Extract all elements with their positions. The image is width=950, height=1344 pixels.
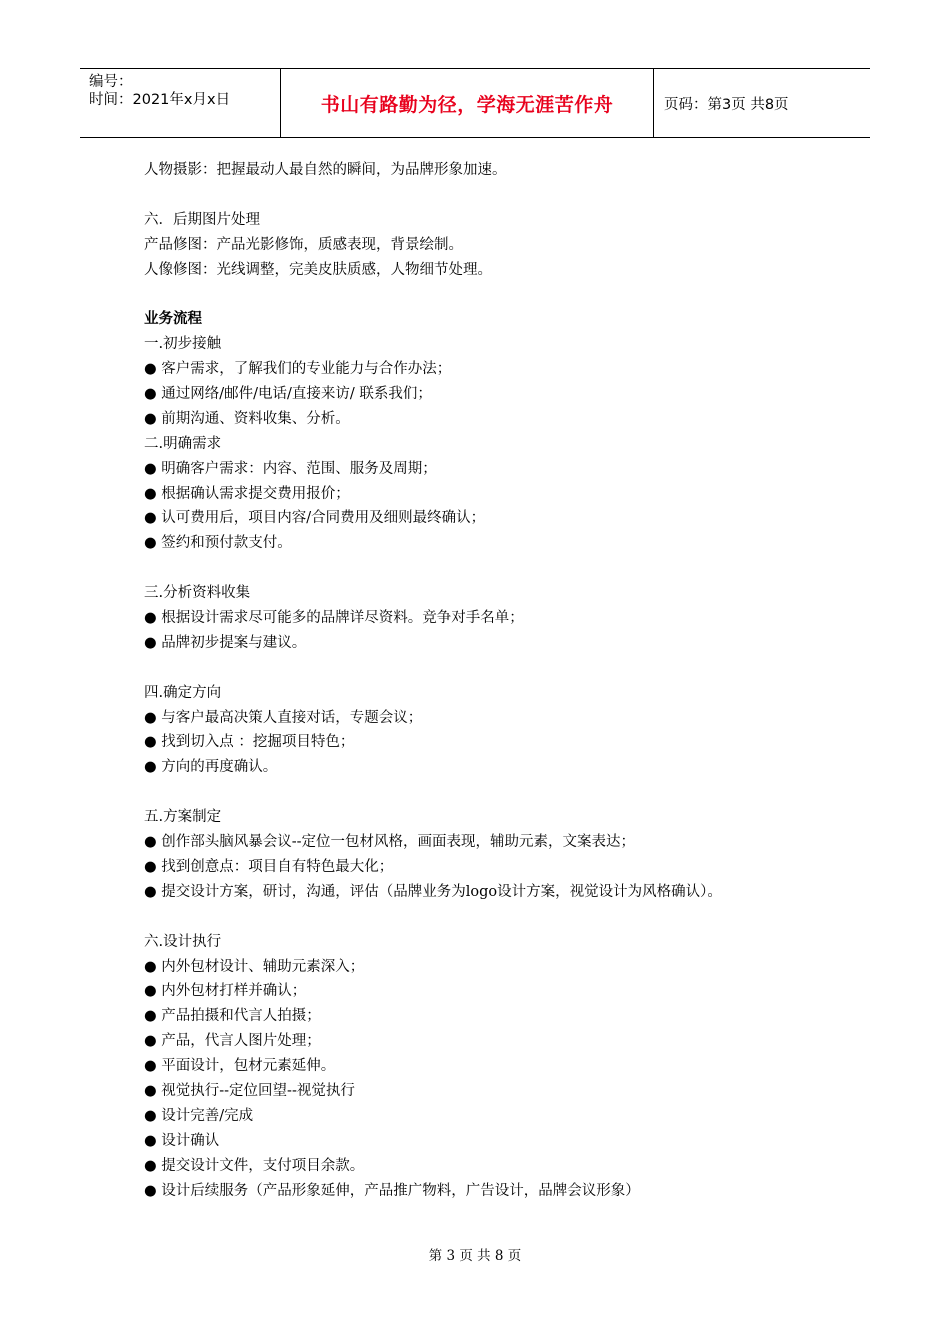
header-motto-cell: [281, 69, 654, 137]
bullet-item: ● 方向的再度确认。: [144, 759, 278, 776]
bullet-item: ● 内外包材打样并确认；: [144, 983, 307, 1000]
step-heading: 一.初步接触: [144, 336, 222, 353]
bullet-item: ● 通过网络/邮件/电话/直接来访/ 联系我们；: [144, 386, 432, 403]
page-footer: 第 3 页 共 8 页: [428, 1248, 522, 1264]
paragraph-line: 人像修图：光线调整，完美皮肤质感，人物细节处理。: [144, 261, 492, 278]
bullet-item: ● 创作部头脑风暴会议--定位一包材风格，画面表现，辅助元素，文案表达；: [144, 834, 636, 851]
bullet-item: ● 平面设计，包材元素延伸。: [144, 1058, 336, 1075]
step-heading: 四.确定方向: [144, 684, 222, 701]
step-heading: 五.方案制定: [144, 809, 222, 826]
blank-line: [144, 905, 844, 930]
bullet-item: ● 提交设计方案，研讨，沟通，评估（品牌业务为logo设计方案，视觉设计为风格确认）。: [144, 883, 722, 900]
bullet-item: ● 品牌初步提案与建议。: [144, 634, 307, 651]
header-page-cell: [654, 69, 870, 137]
bullet-item: ● 设计完善/完成: [144, 1107, 254, 1124]
blank-line: [144, 282, 844, 307]
bullet-item: ● 找到切入点 ：挖掘项目特色；: [144, 734, 355, 751]
step-heading: 六．后期图片处理: [144, 211, 260, 228]
paragraph-line: 产品修图：产品光影修饰，质感表现，背景绘制。: [144, 236, 463, 253]
step-heading: 三.分析资料收集: [144, 585, 251, 602]
bullet-item: ● 设计确认: [144, 1132, 220, 1149]
document-number-label: 编号：: [89, 74, 133, 90]
bullet-item: ● 客户需求，了解我们的专业能力与合作办法；: [144, 361, 452, 378]
bullet-item: ● 提交设计文件，支付项目余款。: [144, 1157, 365, 1174]
header-meta-cell: [80, 69, 281, 137]
bullet-item: ● 视觉执行--定位回望--视觉执行: [144, 1082, 355, 1099]
paragraph-line: 人物摄影：把握最动人最自然的瞬间，为品牌形象加速。: [144, 162, 507, 178]
step-heading: 六.设计执行: [144, 933, 222, 950]
document-date-label: 时间：2021年x月x日: [89, 92, 231, 108]
bullet-item: ● 根据确认需求提交费用报价；: [144, 485, 350, 502]
bullet-item: ● 签约和预付款支付。: [144, 535, 292, 552]
bullet-item: ● 明确客户需求：内容、范围、服务及周期；: [144, 460, 437, 477]
document-body: [144, 158, 844, 1203]
section-heading: 业务流程: [144, 311, 202, 328]
bullet-item: ● 产品拍摄和代言人拍摄；: [144, 1008, 321, 1025]
blank-line: [144, 656, 844, 681]
bullet-item: ● 内外包材设计、辅助元素深入；: [144, 958, 365, 975]
bullet-item: ● 设计后续服务（产品形象延伸，产品推广物料，广告设计，品牌会议形象）: [144, 1182, 640, 1199]
step-heading: 二.明确需求: [144, 435, 222, 452]
bullet-item: ● 前期沟通、资料收集、分析。: [144, 410, 350, 427]
blank-line: [144, 183, 844, 208]
bullet-item: ● 认可费用后，项目内容/合同费用及细则最终确认；: [144, 510, 486, 527]
blank-line: [144, 780, 844, 805]
blank-line: [144, 556, 844, 581]
header-motto: 书山有路勤为径，学海无涯苦作舟: [320, 93, 614, 116]
bullet-item: ● 与客户最高决策人直接对话，专题会议；: [144, 709, 423, 726]
header-page-info: 页码：第3页 共8页: [664, 96, 789, 113]
bullet-item: ● 产品，代言人图片处理；: [144, 1033, 321, 1050]
bullet-item: ● 根据设计需求尽可能多的品牌详尽资料。竞争对手名单；: [144, 610, 524, 627]
bullet-item: ● 找到创意点：项目自有特色最大化；: [144, 858, 394, 875]
page-header: [80, 68, 870, 138]
